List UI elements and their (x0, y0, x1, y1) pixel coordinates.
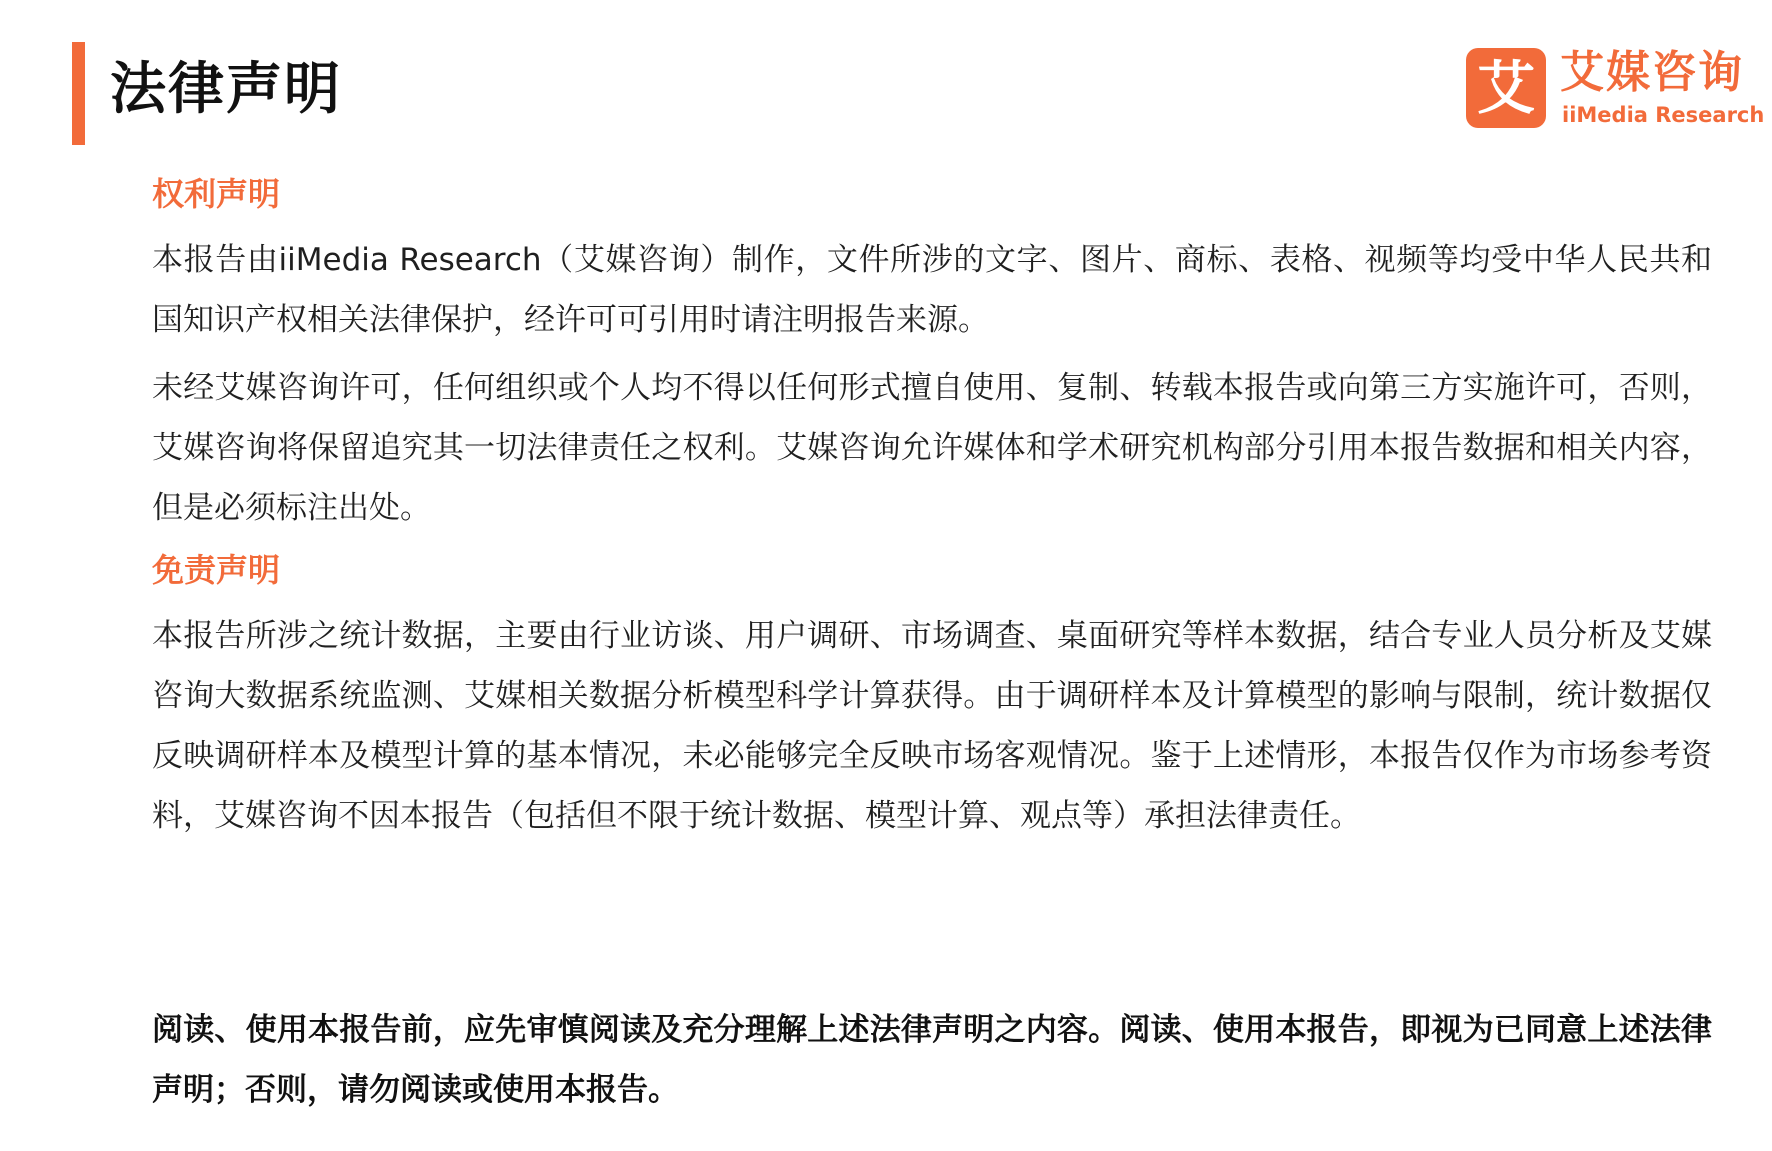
rights-paragraph-1: 本报告由iiMedia Research（艾媒咨询）制作，文件所涉的文字、图片、商标、表格、视频等均受中华人民共和国知识产权相关法律保护，经许可可引用时请注明报告来源。 (152, 242, 1712, 338)
logo-english-name: iiMedia Research (1562, 103, 1765, 127)
title-accent-bar (72, 42, 85, 145)
section-heading-rights: 权利声明 (152, 175, 281, 213)
disclaimer-paragraph: 本报告所涉之统计数据，主要由行业访谈、用户调研、市场调查、桌面研究等样本数据，结合专业人员分析及艾媒咨询大数据系统监测、艾媒相关数据分析模型科学计算获得。由于调研样本及计算模型的影响与限制，统计数据仅反映调研样本及模型计算的基本情况，未必能够完全反映市场客观情况。鉴于上述情形，本报告仅作为市场参考资料，艾媒咨询不因本报告（包括但不限于统计数据、模型计算、观点等）承担法律责任。 (152, 618, 1712, 834)
page-title: 法律声明 (110, 57, 342, 122)
logo-name: 艾媒咨询 (1560, 47, 1744, 98)
legal-content (152, 170, 1712, 854)
logo (1466, 47, 1765, 132)
reading-notice: 阅读、使用本报告前，应先审慎阅读及充分理解上述法律声明之内容。阅读、使用本报告，即视为已同意上述法律声明；否则，请勿阅读或使用本报告。 (152, 1012, 1712, 1108)
logo-mark-icon: 艾 (1466, 48, 1546, 128)
rights-paragraph-2: 未经艾媒咨询许可，任何组织或个人均不得以任何形式擅自使用、复制、转载本报告或向第三方实施许可，否则，艾媒咨询将保留追究其一切法律责任之权利。艾媒咨询允许媒体和学术研究机构部分引用本报告数据和相关内容，但是必须标注出处。 (152, 370, 1712, 526)
section-heading-disclaimer: 免责声明 (152, 551, 281, 589)
